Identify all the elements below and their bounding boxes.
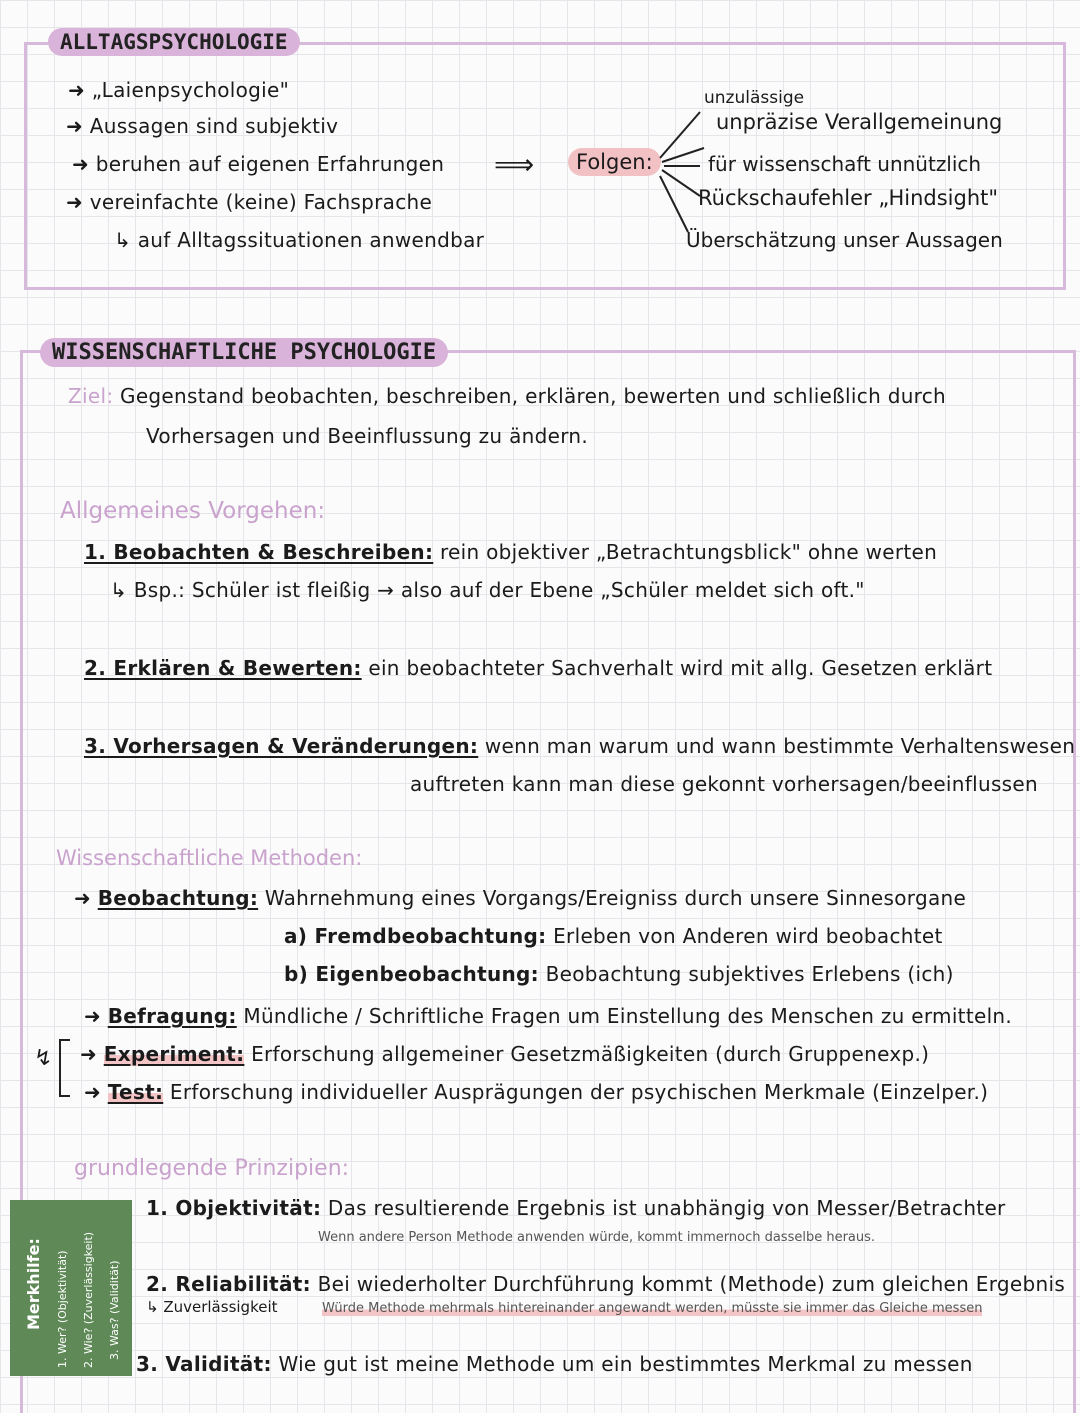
arrow-icon: ➜ [80,1042,98,1066]
consequence-5: Überschätzung unser Aussagen [686,228,1003,252]
method-2-term: Befragung: [107,1004,237,1028]
step-1-example: ↳ Bsp.: Schüler ist fleißig → also auf der Ebene „Schüler meldet sich oft." [110,578,865,602]
method-1b-term: b) Eigenbeobachtung: [284,962,539,986]
principle-2-term: 2. Reliabilität: [146,1272,311,1296]
bullet-3: ➜ beruhen auf eigenen Erfahrungen [72,152,445,176]
method-4-term: Test: [107,1080,164,1104]
step-1-term: 1. Beobachten & Beschreiben: [84,540,434,564]
arrow-icon: ➜ [66,114,84,138]
arrow-icon: ➜ [84,1080,102,1104]
principle-1-note: Wenn andere Person Methode anwenden würde, kommt immernoch dasselbe heraus. [318,1230,876,1245]
principle-3-term: 3. Validität: [136,1352,272,1376]
goal-label: Ziel: [68,384,114,408]
method-1-term: Beobachtung: [97,886,259,910]
arrow-icon: ➜ [68,78,86,102]
principle-2: 2. Reliabilität: Bei wiederholter Durchführung kommt (Methode) zum gleichen Ergebnis [146,1272,1066,1296]
implies-arrow-icon: ⟹ [494,148,535,181]
step-2-term: 2. Erklären & Bewerten: [84,656,362,680]
principle-2-sub: ↳ Zuverlässigkeit [146,1298,278,1316]
arrow-icon: ➜ [74,886,92,910]
merkhilfe-item-1: 1. Wer? (Objektivität) [56,1250,69,1368]
hook-arrow-icon: ↳ [114,228,132,252]
principle-2-note: Würde Methode mehrmals hintereinander angewandt werden, müsste sie immer das Gleiche messen [322,1301,983,1316]
step-3-cont: auftreten kann man diese gekonnt vorhersagen/beeinflussen [410,772,1038,796]
hook-arrow-icon: ↳ [110,578,128,602]
step-3: 3. Vorhersagen & Veränderungen: wenn man warum und wann bestimmte Verhaltenswesen [84,734,1076,758]
method-1a-term: a) Fremdbeobachtung: [284,924,547,948]
consequence-2: unpräzise Verallgemeinung [716,110,1003,134]
alltagspsychologie-title: ALLTAGSPSYCHOLOGIE [48,28,300,56]
bullet-2: ➜ Aussagen sind subjektiv [66,114,339,138]
principles-heading: grundlegende Prinzipien: [74,1156,350,1181]
consequence-3: für wissenschaft unnützlich [708,152,982,176]
lightning-icon: ↯ [34,1046,53,1071]
sub-bullet: ↳ auf Alltagssituationen anwendbar [114,228,485,252]
method-1b: b) Eigenbeobachtung: Beobachtung subjektives Erlebens (ich) [284,962,954,986]
methods-heading: Wissenschaftliche Methoden: [56,846,363,870]
method-2: ➜ Befragung: Mündliche / Schriftliche Fragen um Einstellung des Menschen zu ermitteln. [84,1004,1013,1028]
wissenschaftliche-title: WISSENSCHAFTLICHE PSYCHOLOGIE [40,338,448,367]
merkhilfe-item-2: 2. Wie? (Zuverlässigkeit) [82,1231,95,1368]
merkhilfe-title: Merkhilfe: [24,1238,43,1330]
goal-line-1: Ziel: Gegenstand beobachten, beschreiben, erklären, bewerten und schließlich durch [68,384,947,408]
method-4: ➜ Test: Erforschung individueller Ausprägungen der psychischen Merkmale (Einzelper.) [84,1080,989,1104]
arrow-icon: ➜ [66,190,84,214]
folgen-label: Folgen: [568,148,661,176]
method-1a: a) Fremdbeobachtung: Erleben von Anderen wird beobachtet [284,924,943,948]
principle-1-term: 1. Objektivität: [146,1196,322,1220]
consequence-1: unzulässige [704,88,805,108]
principle-3: 3. Validität: Wie gut ist meine Methode um ein bestimmtes Merkmal zu messen [136,1352,973,1376]
arrow-icon: ➜ [84,1004,102,1028]
arrow-icon: ➜ [72,152,90,176]
merkhilfe-box [10,1200,132,1376]
bullet-4: ➜ vereinfachte (keine) Fachsprache [66,190,433,214]
merkhilfe-item-3: 3. Was? (Validität) [108,1260,121,1360]
method-3: ➜ Experiment: Erforschung allgemeiner Gesetzmäßigkeiten (durch Gruppenexp.) [80,1042,930,1066]
step-1: 1. Beobachten & Beschreiben: rein objektiver „Betrachtungsblick" ohne werten [84,540,938,564]
method-3-term: Experiment: [103,1042,245,1066]
step-2: 2. Erklären & Bewerten: ein beobachteter Sachverhalt wird mit allg. Gesetzen erklärt [84,656,993,680]
principle-1: 1. Objektivität: Das resultierende Ergebnis ist unabhängig von Messer/Betrachter [146,1196,1006,1220]
method-1: ➜ Beobachtung: Wahrnehmung eines Vorgangs/Ereigniss durch unsere Sinnesorgane [74,886,967,910]
goal-line-2: Vorhersagen und Beeinflussung zu ändern. [146,424,588,448]
procedure-heading: Allgemeines Vorgehen: [60,498,326,524]
step-3-term: 3. Vorhersagen & Veränderungen: [84,734,479,758]
bullet-1: ➜ „Laienpsychologie" [68,78,290,102]
consequence-4: Rückschaufehler „Hindsight" [698,186,999,210]
